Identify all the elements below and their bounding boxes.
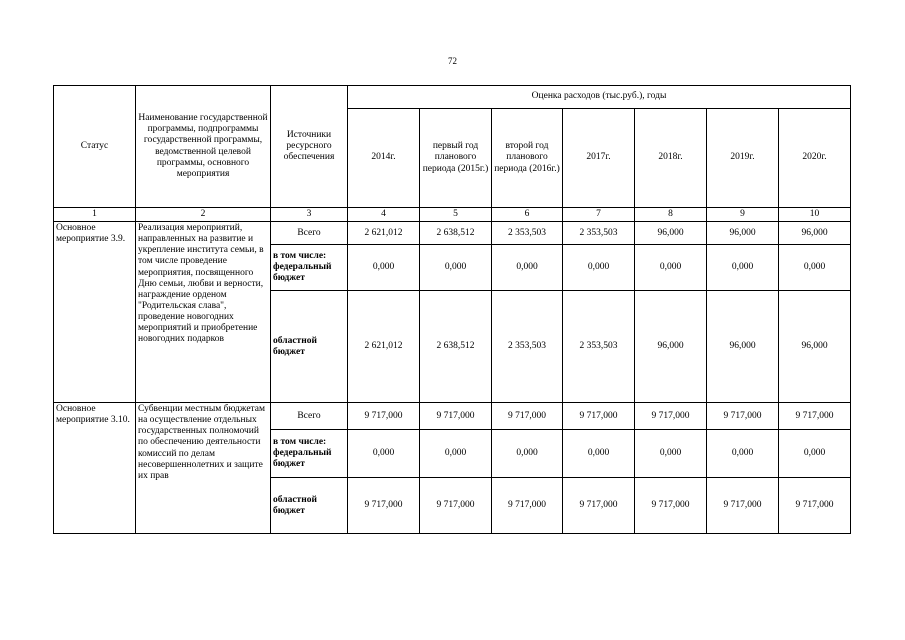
value-cell: 2 353,503 (563, 291, 635, 403)
value-cell: 96,000 (707, 222, 779, 245)
table-row (54, 222, 851, 245)
value-cell: 0,000 (492, 430, 563, 478)
value-cell: 2 621,012 (348, 291, 420, 403)
value-cell: 2 638,512 (420, 291, 492, 403)
column-number: 9 (707, 208, 779, 222)
table-row (54, 403, 851, 430)
value-cell: 0,000 (635, 430, 707, 478)
value-cell: 96,000 (779, 291, 851, 403)
source-cell: областной бюджет (271, 291, 348, 403)
source-cell: Всего (271, 403, 348, 430)
header-year: первый год планового периода (2015г.) (420, 109, 492, 208)
column-number-row (54, 208, 851, 222)
source-cell: Всего (271, 222, 348, 245)
value-cell: 9 717,000 (635, 478, 707, 534)
value-cell: 9 717,000 (420, 403, 492, 430)
header-year: 2018г. (635, 109, 707, 208)
value-cell: 9 717,000 (348, 403, 420, 430)
header-year: 2017г. (563, 109, 635, 208)
value-cell: 9 717,000 (492, 403, 563, 430)
value-cell: 0,000 (420, 430, 492, 478)
value-cell: 96,000 (635, 222, 707, 245)
value-cell: 0,000 (635, 245, 707, 291)
expenditure-table (53, 85, 851, 534)
description-cell: Реализация мероприятий, направленных на развитие и укрепление института семьи, в том числе проведение мероприятия, посвященного Дню семьи, любви и верности, награждение орденом "Родительская слава", проведение новогодних мероприятий и приобретение новогодних подарков (136, 222, 271, 403)
column-number: 1 (54, 208, 136, 222)
header-name: Наименование государственной программы, подпрограммы государственной программы, ведомственной целевой программы, основного мероприятия (136, 86, 271, 208)
value-cell: 96,000 (707, 291, 779, 403)
description-cell: Субвенции местным бюджетам на осуществление отдельных государственных полномочий по обеспечению деятельности комиссий по делам несовершеннолетних и защите их прав (136, 403, 271, 534)
column-number: 4 (348, 208, 420, 222)
value-cell: 2 638,512 (420, 222, 492, 245)
value-cell: 96,000 (779, 222, 851, 245)
value-cell: 0,000 (563, 245, 635, 291)
column-number: 3 (271, 208, 348, 222)
column-number: 7 (563, 208, 635, 222)
header-row (54, 86, 851, 109)
value-cell: 9 717,000 (420, 478, 492, 534)
value-cell: 9 717,000 (779, 403, 851, 430)
value-cell: 2 353,503 (492, 291, 563, 403)
value-cell: 9 717,000 (779, 478, 851, 534)
header-sources: Источники ресурсного обеспечения (271, 86, 348, 208)
value-cell: 9 717,000 (635, 403, 707, 430)
source-cell: в том числе: федеральный бюджет (271, 245, 348, 291)
source-cell: в том числе: федеральный бюджет (271, 430, 348, 478)
value-cell: 0,000 (779, 430, 851, 478)
header-year: 2019г. (707, 109, 779, 208)
column-number: 2 (136, 208, 271, 222)
value-cell: 2 353,503 (492, 222, 563, 245)
value-cell: 0,000 (563, 430, 635, 478)
column-number: 5 (420, 208, 492, 222)
value-cell: 0,000 (492, 245, 563, 291)
column-number: 8 (635, 208, 707, 222)
page-number: 72 (448, 56, 457, 66)
value-cell: 2 353,503 (563, 222, 635, 245)
header-estimate-group: Оценка расходов (тыс.руб.), годы (348, 86, 851, 109)
value-cell: 2 621,012 (348, 222, 420, 245)
value-cell: 9 717,000 (707, 478, 779, 534)
value-cell: 9 717,000 (563, 403, 635, 430)
value-cell: 0,000 (707, 245, 779, 291)
source-cell: областной бюджет (271, 478, 348, 534)
header-year: 2014г. (348, 109, 420, 208)
value-cell: 0,000 (707, 430, 779, 478)
column-number: 10 (779, 208, 851, 222)
value-cell: 9 717,000 (348, 478, 420, 534)
value-cell: 0,000 (348, 430, 420, 478)
value-cell: 96,000 (635, 291, 707, 403)
column-number: 6 (492, 208, 563, 222)
header-status: Статус (54, 86, 136, 208)
status-cell: Основное мероприятие 3.9. (54, 222, 136, 403)
header-year: 2020г. (779, 109, 851, 208)
value-cell: 9 717,000 (492, 478, 563, 534)
value-cell: 9 717,000 (563, 478, 635, 534)
value-cell: 0,000 (348, 245, 420, 291)
value-cell: 9 717,000 (707, 403, 779, 430)
header-year: второй год планового периода (2016г.) (492, 109, 563, 208)
status-cell: Основное мероприятие 3.10. (54, 403, 136, 534)
value-cell: 0,000 (779, 245, 851, 291)
value-cell: 0,000 (420, 245, 492, 291)
